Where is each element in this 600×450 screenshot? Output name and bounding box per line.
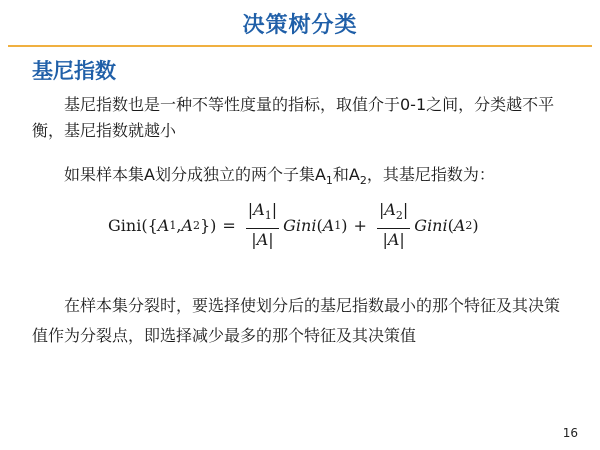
formula-plus: +: [353, 215, 367, 235]
gini-formula: Gini ({ A 1 , A 2 }) = $\frac{|A_1|}{|A|}$ Gini ( A 1 ) + $\frac{|A_2|}{|A|}$ Gini ( A 2 ): [108, 200, 479, 249]
formula-term-func-2: Gini: [414, 215, 448, 235]
paragraph-definition: 基尼指数也是一种不等性度量的指标，取值介于0-1之间，分类越不平衡，基尼指数就越小: [32, 95, 555, 140]
subset-a2: $A_2$: [348, 165, 367, 188]
formula-fraction-1: $\frac{|A_1|}{|A|}$: [247, 200, 278, 249]
paragraph-subsets-suffix: ，其基尼指数为：: [366, 165, 495, 184]
paragraph-subsets: [32, 162, 594, 194]
title-divider: [8, 45, 592, 47]
section-heading: 基尼指数: [32, 59, 116, 83]
slide-title: 决策树分类: [242, 13, 358, 38]
formula-equals: =: [222, 215, 236, 235]
paragraph-subsets-conj: 和: [332, 165, 349, 184]
page-number: 16: [562, 426, 578, 440]
formula-term-func-1: Gini: [283, 215, 317, 235]
paragraph-split-rule: 在样本集分裂时，要选择使划分后的基尼指数最小的那个特征及其决策值作为分裂点，即选择减少最多的那个特征及其决策值: [32, 296, 561, 345]
formula-lhs-func: Gini: [108, 215, 142, 235]
subset-a1: $A_1$: [314, 165, 333, 188]
paragraph-subsets-prefix: 如果样本集A划分成独立的两个子集: [64, 165, 315, 184]
formula-fraction-2: $\frac{|A_2|}{|A|}$: [378, 200, 409, 249]
